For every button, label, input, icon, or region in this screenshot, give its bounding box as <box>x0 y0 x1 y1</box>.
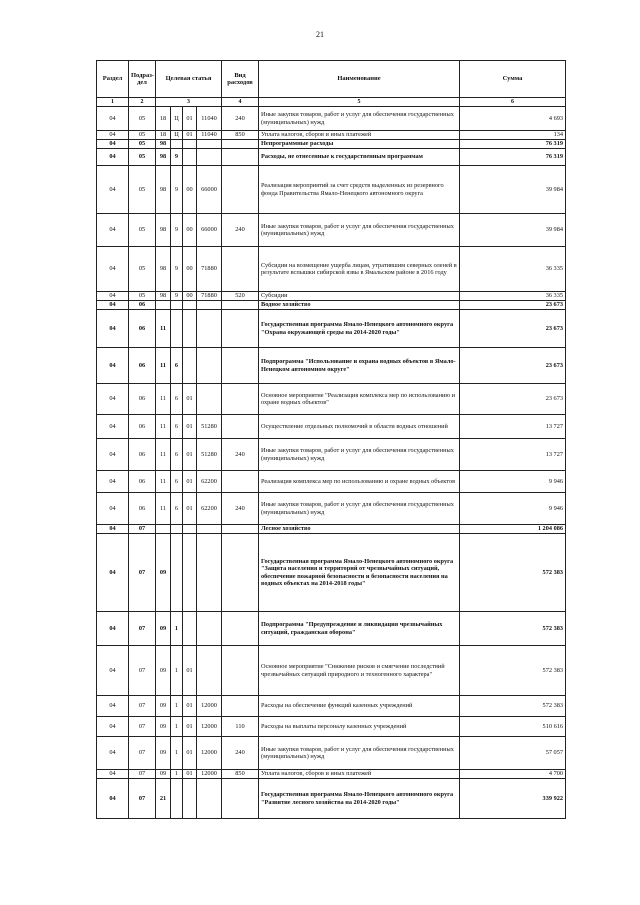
table-row <box>97 525 566 534</box>
cell-subprogram: Ц <box>171 131 183 140</box>
column-number-row <box>97 98 566 107</box>
cell-sum: 572 383 <box>460 534 566 612</box>
cell-subsection: 07 <box>129 612 156 646</box>
cell-subprogram: 6 <box>171 348 183 384</box>
cell-sum: 76 319 <box>460 149 566 166</box>
cell-subprogram: 6 <box>171 439 183 471</box>
cell-direction: 12000 <box>197 737 222 770</box>
cell-subsection: 07 <box>129 646 156 696</box>
cell-program: 09 <box>156 646 171 696</box>
cell-event: 01 <box>183 737 197 770</box>
header-row <box>97 61 566 98</box>
cell-program: 98 <box>156 166 171 214</box>
table-row <box>97 612 566 646</box>
cell-direction <box>197 646 222 696</box>
cell-subprogram: 9 <box>171 149 183 166</box>
cell-subprogram: 1 <box>171 737 183 770</box>
table-row <box>97 717 566 737</box>
cell-subprogram: 6 <box>171 493 183 525</box>
cell-sum: 36 335 <box>460 292 566 301</box>
cell-expense-type <box>222 415 259 439</box>
cell-event <box>183 779 197 819</box>
cell-event: 01 <box>183 131 197 140</box>
header-subsection: Подраз- дел <box>129 61 156 98</box>
cell-name: Иные закупки товаров, работ и услуг для обеспечения государственных (муниципальных) нужд <box>259 737 460 770</box>
cell-subprogram <box>171 534 183 612</box>
cell-direction: 62200 <box>197 471 222 493</box>
table-row <box>97 646 566 696</box>
cell-direction <box>197 310 222 348</box>
cell-name: Реализация мероприятий за счет средств выделенных из резервного фонда Правительства Ямало-Ненецкого автономного округа <box>259 166 460 214</box>
table-row <box>97 737 566 770</box>
table-row <box>97 310 566 348</box>
cell-sum: 4 700 <box>460 770 566 779</box>
cell-section: 04 <box>97 310 129 348</box>
cell-expense-type: 240 <box>222 107 259 131</box>
table-row <box>97 247 566 292</box>
cell-subprogram: 9 <box>171 166 183 214</box>
cell-subsection: 07 <box>129 737 156 770</box>
cell-sum: 36 335 <box>460 247 566 292</box>
cell-sum: 23 673 <box>460 384 566 415</box>
cell-event: 01 <box>183 646 197 696</box>
cell-program: 09 <box>156 770 171 779</box>
cell-sum: 39 984 <box>460 214 566 247</box>
cell-subsection: 06 <box>129 471 156 493</box>
header-name: Наименование <box>259 61 460 98</box>
cell-subprogram: 9 <box>171 214 183 247</box>
cell-program <box>156 525 171 534</box>
cell-subsection: 07 <box>129 770 156 779</box>
cell-program: 98 <box>156 292 171 301</box>
cell-name: Иные закупки товаров, работ и услуг для обеспечения государственных (муниципальных) нужд <box>259 439 460 471</box>
cell-expense-type <box>222 525 259 534</box>
cell-subsection: 05 <box>129 247 156 292</box>
cell-event <box>183 149 197 166</box>
cell-expense-type <box>222 301 259 310</box>
cell-direction <box>197 384 222 415</box>
cell-program: 98 <box>156 149 171 166</box>
cell-event: 00 <box>183 214 197 247</box>
cell-direction: 11040 <box>197 131 222 140</box>
cell-section: 04 <box>97 779 129 819</box>
cell-section: 04 <box>97 214 129 247</box>
table-row <box>97 779 566 819</box>
cell-expense-type: 850 <box>222 770 259 779</box>
cell-name: Подпрограмма "Предупреждение и ликвидация чрезвычайных ситуаций, гражданская оборона" <box>259 612 460 646</box>
cell-sum: 23 673 <box>460 301 566 310</box>
cell-subprogram <box>171 301 183 310</box>
cell-direction: 12000 <box>197 696 222 717</box>
cell-expense-type: 520 <box>222 292 259 301</box>
cell-expense-type <box>222 310 259 348</box>
table-row <box>97 415 566 439</box>
cell-sum: 13 727 <box>460 415 566 439</box>
cell-name: Государственная программа Ямало-Ненецкого автономного округа "Охрана окружающей среды на 2014-2020 годы" <box>259 310 460 348</box>
cell-event <box>183 310 197 348</box>
cell-section: 04 <box>97 534 129 612</box>
table-row <box>97 696 566 717</box>
cell-name: Лесное хозяйство <box>259 525 460 534</box>
header-target-article: Целевая статья <box>156 61 222 98</box>
cell-expense-type <box>222 348 259 384</box>
cell-subprogram: 1 <box>171 696 183 717</box>
cell-name: Расходы на обеспечение функций казенных учреждений <box>259 696 460 717</box>
cell-subprogram: Ц <box>171 107 183 131</box>
cell-expense-type <box>222 247 259 292</box>
cell-sum: 9 946 <box>460 493 566 525</box>
cell-program: 18 <box>156 107 171 131</box>
cell-section: 04 <box>97 166 129 214</box>
table-row <box>97 770 566 779</box>
cell-name: Непрограммные расходы <box>259 140 460 149</box>
cell-section: 04 <box>97 149 129 166</box>
cell-name: Основное мероприятие "Реализация комплекса мер по использованию и охране водных объектов" <box>259 384 460 415</box>
cell-sum: 9 946 <box>460 471 566 493</box>
cell-program: 11 <box>156 439 171 471</box>
cell-section: 04 <box>97 439 129 471</box>
cell-event: 00 <box>183 292 197 301</box>
column-number: 2 <box>129 98 156 107</box>
table-row <box>97 493 566 525</box>
cell-direction: 66000 <box>197 214 222 247</box>
table-row <box>97 439 566 471</box>
column-number: 4 <box>222 98 259 107</box>
cell-subsection: 06 <box>129 384 156 415</box>
cell-section: 04 <box>97 247 129 292</box>
cell-sum: 1 204 086 <box>460 525 566 534</box>
cell-event: 01 <box>183 384 197 415</box>
cell-direction <box>197 612 222 646</box>
cell-name: Государственная программа Ямало-Ненецкого автономного округа "Защита населения и территорий от чрезвычайных ситуаций, обеспечение пожарной безопасности и безопасности населения на водных объектах на 2014-2018 годы" <box>259 534 460 612</box>
table-row <box>97 140 566 149</box>
cell-expense-type: 240 <box>222 737 259 770</box>
cell-program: 98 <box>156 214 171 247</box>
cell-subprogram: 6 <box>171 384 183 415</box>
cell-section: 04 <box>97 348 129 384</box>
cell-section: 04 <box>97 471 129 493</box>
cell-section: 04 <box>97 415 129 439</box>
column-number: 5 <box>259 98 460 107</box>
table-row <box>97 131 566 140</box>
cell-event <box>183 140 197 149</box>
cell-expense-type <box>222 779 259 819</box>
cell-expense-type <box>222 471 259 493</box>
cell-event: 01 <box>183 471 197 493</box>
cell-sum: 510 616 <box>460 717 566 737</box>
cell-expense-type <box>222 384 259 415</box>
cell-subprogram: 1 <box>171 646 183 696</box>
cell-subsection: 06 <box>129 310 156 348</box>
cell-direction <box>197 140 222 149</box>
cell-expense-type <box>222 534 259 612</box>
cell-subsection: 06 <box>129 439 156 471</box>
cell-direction: 71880 <box>197 247 222 292</box>
cell-direction: 71880 <box>197 292 222 301</box>
table-row <box>97 149 566 166</box>
cell-subsection: 05 <box>129 131 156 140</box>
cell-event <box>183 612 197 646</box>
cell-direction <box>197 779 222 819</box>
cell-sum: 76 319 <box>460 140 566 149</box>
cell-section: 04 <box>97 717 129 737</box>
cell-event <box>183 525 197 534</box>
cell-direction <box>197 348 222 384</box>
cell-name: Иные закупки товаров, работ и услуг для обеспечения государственных (муниципальных) нужд <box>259 107 460 131</box>
cell-direction: 51280 <box>197 415 222 439</box>
cell-direction <box>197 301 222 310</box>
cell-subsection: 05 <box>129 292 156 301</box>
cell-sum: 572 383 <box>460 646 566 696</box>
cell-event: 01 <box>183 770 197 779</box>
cell-name: Субсидии на возмещение ущерба лицам, утратившим северных оленей в результате вспышки сибирской язвы в Ямальском районе в 2016 году <box>259 247 460 292</box>
cell-sum: 339 922 <box>460 779 566 819</box>
cell-section: 04 <box>97 140 129 149</box>
cell-expense-type: 240 <box>222 493 259 525</box>
cell-program: 09 <box>156 696 171 717</box>
cell-expense-type: 110 <box>222 717 259 737</box>
cell-program: 18 <box>156 131 171 140</box>
cell-subprogram <box>171 779 183 819</box>
table-row <box>97 214 566 247</box>
cell-section: 04 <box>97 107 129 131</box>
cell-section: 04 <box>97 612 129 646</box>
cell-expense-type: 240 <box>222 439 259 471</box>
cell-program: 11 <box>156 384 171 415</box>
cell-name: Подпрограмма "Использование и охрана водных объектов в Ямало-Ненецком автономном округе" <box>259 348 460 384</box>
cell-event: 01 <box>183 415 197 439</box>
cell-direction: 51280 <box>197 439 222 471</box>
cell-subsection: 06 <box>129 415 156 439</box>
cell-event <box>183 301 197 310</box>
cell-section: 04 <box>97 131 129 140</box>
cell-sum: 23 673 <box>460 310 566 348</box>
cell-event: 01 <box>183 717 197 737</box>
cell-expense-type <box>222 646 259 696</box>
table-row <box>97 166 566 214</box>
cell-subsection: 07 <box>129 779 156 819</box>
cell-section: 04 <box>97 646 129 696</box>
cell-name: Иные закупки товаров, работ и услуг для обеспечения государственных (муниципальных) нужд <box>259 214 460 247</box>
cell-subsection: 07 <box>129 717 156 737</box>
cell-event: 00 <box>183 166 197 214</box>
cell-event: 01 <box>183 696 197 717</box>
cell-sum: 572 383 <box>460 612 566 646</box>
cell-event: 00 <box>183 247 197 292</box>
cell-direction <box>197 534 222 612</box>
cell-direction: 12000 <box>197 717 222 737</box>
cell-subsection: 07 <box>129 525 156 534</box>
table-row <box>97 471 566 493</box>
cell-name: Расходы, не отнесенные к государственным программам <box>259 149 460 166</box>
cell-section: 04 <box>97 292 129 301</box>
header-expense-type: Вид расходов <box>222 61 259 98</box>
cell-sum: 134 <box>460 131 566 140</box>
cell-subsection: 05 <box>129 140 156 149</box>
cell-subprogram: 6 <box>171 415 183 439</box>
cell-sum: 4 693 <box>460 107 566 131</box>
table-row <box>97 107 566 131</box>
cell-subsection: 06 <box>129 301 156 310</box>
cell-program: 09 <box>156 612 171 646</box>
cell-subsection: 07 <box>129 696 156 717</box>
cell-event <box>183 348 197 384</box>
header-sum: Сумма <box>460 61 566 98</box>
cell-program: 98 <box>156 247 171 292</box>
cell-subprogram: 6 <box>171 471 183 493</box>
cell-name: Осуществление отдельных полномочий в области водных отношений <box>259 415 460 439</box>
table-row <box>97 348 566 384</box>
column-number: 6 <box>460 98 566 107</box>
cell-name: Государственная программа Ямало-Ненецкого автономного округа "Развитие лесного хозяйства на 2014-2020 годы" <box>259 779 460 819</box>
cell-subsection: 06 <box>129 348 156 384</box>
table-row <box>97 384 566 415</box>
cell-expense-type <box>222 140 259 149</box>
cell-expense-type <box>222 166 259 214</box>
cell-subprogram <box>171 525 183 534</box>
cell-name: Субсидии <box>259 292 460 301</box>
cell-subprogram <box>171 140 183 149</box>
cell-section: 04 <box>97 696 129 717</box>
cell-section: 04 <box>97 525 129 534</box>
table-row <box>97 534 566 612</box>
cell-name: Уплата налогов, сборов и иных платежей <box>259 770 460 779</box>
cell-subprogram <box>171 310 183 348</box>
cell-program: 11 <box>156 493 171 525</box>
cell-name: Водное хозяйство <box>259 301 460 310</box>
cell-name: Иные закупки товаров, работ и услуг для обеспечения государственных (муниципальных) нужд <box>259 493 460 525</box>
cell-subsection: 05 <box>129 107 156 131</box>
cell-name: Реализация комплекса мер по использованию и охране водных объектов <box>259 471 460 493</box>
cell-direction: 12000 <box>197 770 222 779</box>
cell-event: 01 <box>183 107 197 131</box>
cell-event: 01 <box>183 439 197 471</box>
cell-subprogram: 1 <box>171 612 183 646</box>
cell-subsection: 05 <box>129 214 156 247</box>
cell-direction: 66000 <box>197 166 222 214</box>
cell-program: 11 <box>156 348 171 384</box>
cell-event <box>183 534 197 612</box>
cell-sum: 57 057 <box>460 737 566 770</box>
cell-program: 11 <box>156 415 171 439</box>
header-section: Раздел <box>97 61 129 98</box>
cell-section: 04 <box>97 737 129 770</box>
cell-subsection: 06 <box>129 493 156 525</box>
cell-name: Основное мероприятие "Снижение рисков и смягчение последствий чрезвычайных ситуаций природного и техногенного характера" <box>259 646 460 696</box>
cell-section: 04 <box>97 384 129 415</box>
cell-direction: 11040 <box>197 107 222 131</box>
cell-program <box>156 301 171 310</box>
cell-subprogram: 1 <box>171 770 183 779</box>
cell-program: 11 <box>156 310 171 348</box>
column-number: 1 <box>97 98 129 107</box>
cell-program: 09 <box>156 717 171 737</box>
cell-expense-type <box>222 149 259 166</box>
cell-subprogram: 9 <box>171 292 183 301</box>
cell-sum: 13 727 <box>460 439 566 471</box>
cell-expense-type <box>222 696 259 717</box>
cell-expense-type <box>222 612 259 646</box>
cell-section: 04 <box>97 301 129 310</box>
cell-subsection: 05 <box>129 166 156 214</box>
cell-subsection: 07 <box>129 534 156 612</box>
cell-program: 21 <box>156 779 171 819</box>
table-row <box>97 292 566 301</box>
cell-name: Расходы на выплаты персоналу казенных учреждений <box>259 717 460 737</box>
page-number: 21 <box>316 30 324 39</box>
cell-expense-type: 240 <box>222 214 259 247</box>
cell-program: 09 <box>156 737 171 770</box>
cell-subsection: 05 <box>129 149 156 166</box>
cell-sum: 572 383 <box>460 696 566 717</box>
table-row <box>97 301 566 310</box>
cell-event: 01 <box>183 493 197 525</box>
column-number: 3 <box>156 98 222 107</box>
cell-direction <box>197 149 222 166</box>
cell-subprogram: 1 <box>171 717 183 737</box>
cell-program: 09 <box>156 534 171 612</box>
cell-program: 11 <box>156 471 171 493</box>
cell-sum: 23 673 <box>460 348 566 384</box>
budget-table <box>96 60 566 819</box>
cell-section: 04 <box>97 770 129 779</box>
cell-sum: 39 984 <box>460 166 566 214</box>
cell-direction: 62200 <box>197 493 222 525</box>
cell-name: Уплата налогов, сборов и иных платежей <box>259 131 460 140</box>
cell-section: 04 <box>97 493 129 525</box>
cell-program: 98 <box>156 140 171 149</box>
cell-direction <box>197 525 222 534</box>
cell-subprogram: 9 <box>171 247 183 292</box>
cell-expense-type: 850 <box>222 131 259 140</box>
